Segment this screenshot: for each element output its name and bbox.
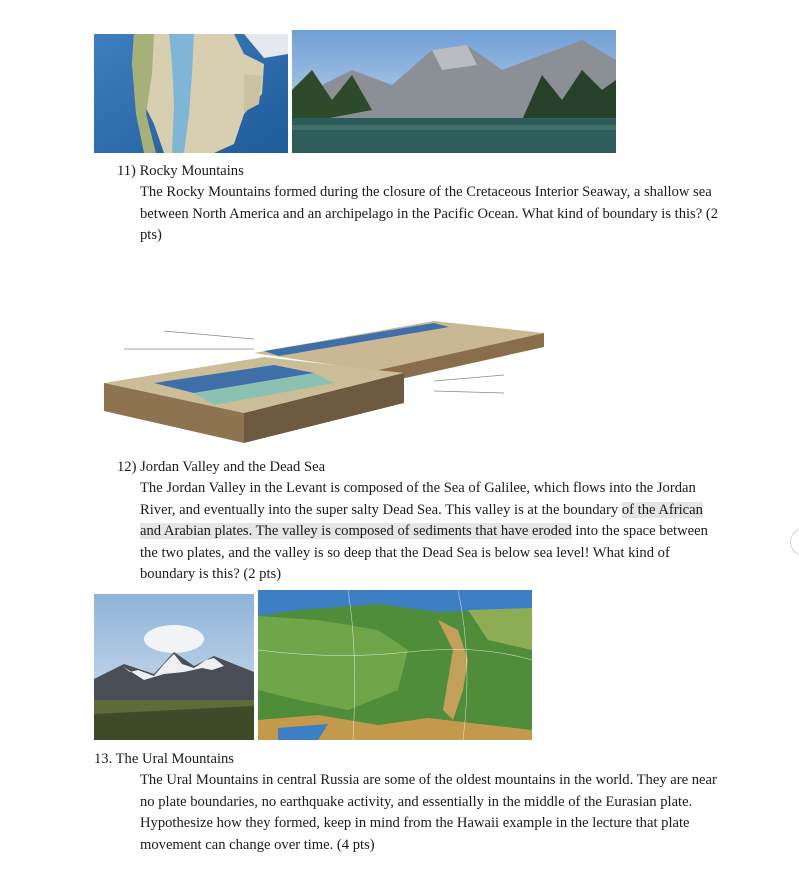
seaway-map-image (94, 34, 288, 153)
section-13-heading (94, 750, 234, 768)
section-13-paragraph: The Ural Mountains in central Russia are some of the oldest mountains in the world. They are near no plate boundaries, no earthquake activity, and essentially in the middle of the Eurasian plate. Hypothesize how they formed, keep in mind from the Hawaii example in the lecture that plate movement can change over time. (4 pts) (140, 772, 717, 853)
section-11-heading (117, 162, 244, 180)
section-11-number: 11) (117, 163, 136, 179)
section-12-number: 12) (117, 459, 137, 475)
side-panel-toggle[interactable] (790, 528, 799, 556)
section-12-text-end: into the space between the two plates, and the valley is so deep that the Dead Sea is below sea level! What kind of boundary is this? (2 pts) (140, 523, 708, 582)
russia-relief-map-image (258, 590, 532, 740)
plate-boundary-diagram-image (104, 313, 544, 447)
section-11-paragraph: The Rocky Mountains formed during the closure of the Cretaceous Interior Seaway, a shallow sea between North America and an archipelago in the Pacific Ocean. What kind of boundary is this? (2 pts) (140, 184, 719, 243)
ural-peaks-image (94, 594, 254, 740)
section-12-title: Jordan Valley and the Dead Sea (140, 459, 326, 475)
rocky-mountain-lake-image (292, 30, 616, 153)
section-12-heading (117, 458, 325, 476)
section-13-number: 13. (94, 751, 113, 767)
section-11-title: Rocky Mountains (139, 163, 244, 179)
section-12-paragraph (140, 478, 720, 586)
section-13-title: The Ural Mountains (115, 751, 234, 767)
section-12-highlight: of the African and Arabian plates. The valley is composed of sediments that have eroded (140, 501, 703, 539)
section-12-text-start: The Jordan Valley in the Levant is composed of the Sea of Galilee, which flows into the Jordan River, and eventually into the super salty Dead Sea. This valley is at the boundary (140, 480, 696, 518)
